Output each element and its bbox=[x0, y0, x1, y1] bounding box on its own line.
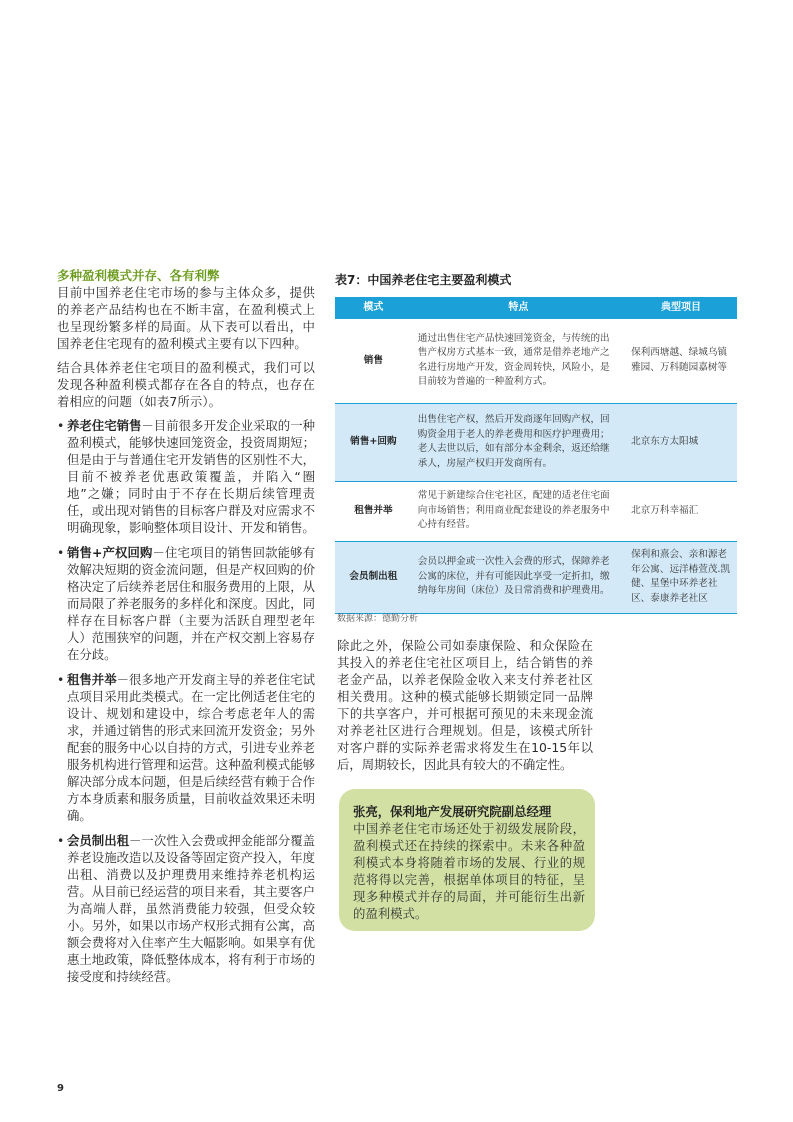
header-project: 典型项目 bbox=[625, 297, 737, 319]
table-caption-prefix: 表7： bbox=[335, 273, 368, 287]
header-mode: 模式 bbox=[335, 297, 412, 319]
intro-paragraph: 目前中国养老住宅市场的参与主体众多，提供的养老产品结构也在不断丰富，在盈利模式上也呈现纷繁多样的局面。从下表可以看出，中国养老住宅现有的盈利模式主要有以下四种。 bbox=[57, 285, 315, 351]
cell-project: 北京东方太阳城 bbox=[625, 403, 737, 481]
bullet-rent-and-sale: • 租售并举－很多地产开发商主导的养老住宅试点项目采用此类模式。在一定比例适老住宅的设计、规划和建设中，综合考虑老年人的需求，并通过销售的形式来回流开发资金；另外配套的服务中心以自持的方式，引进专业养老服务机构进行管理和运营。这种盈利模式能够解决部分成本问题，但是后续经营有赖于合作方本身质素和服务质量，目前收益效果还未明确。 bbox=[57, 672, 316, 823]
cell-feature: 会员以押金或一次性入会费的形式，保障养老公寓的床位，并有可能因此享受一定折扣，缴纳每年房间（床位）及日常消费和护理费用。 bbox=[412, 541, 625, 613]
table-source-note: 数据来源：德勤分析 bbox=[337, 614, 419, 624]
table-row bbox=[335, 319, 737, 403]
cell-mode: 销售+回购 bbox=[335, 403, 412, 481]
quote-text: 中国养老住宅市场还处于初级发展阶段，盈利模式还在持续的探索中。未来各种盈利模式本身将随着市场的发展、行业的规范将得以完善，根据单体项目的特征，呈现多种模式并存的局面，并可能衍生出新的盈利模式。 bbox=[353, 821, 585, 921]
insurance-paragraph: 除此之外，保险公司如泰康保险、和众保险在其投入的养老住宅社区项目上，结合销售的养老金产品，以养老保险金收入来支付养老社区相关费用。这种的模式能够长期锁定同一品牌下的共享客户，并可根据可预见的未来现金流对养老社区进行合理规划。但是，该模式所针对客户群的实际养老需求将发生在10-15年以后，周期较长，因此具有较大的不确定性。 bbox=[337, 638, 593, 772]
section-heading: 多种盈利模式并存、各有利弊 bbox=[57, 268, 220, 283]
bullet-title: 会员制出租 bbox=[67, 833, 130, 848]
table-row bbox=[335, 481, 737, 541]
cell-feature: 常见于新建综合住宅社区，配建的适老住宅面向市场销售；利用商业配套建设的养老服务中心持有经营。 bbox=[412, 481, 625, 541]
cell-mode: 租售并举 bbox=[335, 481, 412, 541]
quote-heading: 张亮，保利地产发展研究院副总经理 bbox=[353, 804, 552, 819]
cell-feature: 出售住宅产权，然后开发商逐年回购产权，回购资金用于老人的养老费用和医疗护理费用；老人去世以后，如有部分本金剩余，返还给继承人，房屋产权归开发商所有。 bbox=[412, 403, 625, 481]
bullet-text: －住宅项目的销售回款能够有效解决短期的资金流问题，但是产权回购的价格决定了后续养老居住和服务费用的上限，从而局限了养老服务的多样化和深度。因此，同样存在目标客户群（主要为活跃自理型老年人）范围狭窄的问题，并在产权交割上容易存在分歧。 bbox=[67, 545, 316, 662]
profit-model-table bbox=[335, 297, 737, 614]
bullet-title: 租售并举 bbox=[67, 672, 117, 687]
second-paragraph: 结合具体养老住宅项目的盈利模式，我们可以发现各种盈利模式都存在各自的特点，也存在着相应的问题（如表7所示）。 bbox=[57, 360, 315, 409]
table-caption bbox=[335, 271, 511, 288]
bullet-text: －一次性入会费或押金能部分覆盖养老设施改造以及设备等固定资产投入，年度出租、消费以及护理费用来维持养老机构运营。从目前已经运营的项目来看，其主要客户为高端人群，虽然消费能力较强，但受众较小。另外，如果以市场产权形式拥有公寓，高额会费将对入住率产生大幅影响。如果享有优惠土地政策，降低整体成本，将有利于市场的接受度和持续经营。 bbox=[67, 833, 316, 984]
bullet-membership: • 会员制出租－一次性入会费或押金能部分覆盖养老设施改造以及设备等固定资产投入，年度出租、消费以及护理费用来维持养老机构运营。从目前已经运营的项目来看，其主要客户为高端人群，虽然消费能力较强，但受众较小。另外，如果以市场产权形式拥有公寓，高额会费将对入住率产生大幅影响。如果享有优惠土地政策，降低整体成本，将有利于市场的接受度和持续经营。 bbox=[57, 833, 316, 984]
bullet-title: 销售+产权回购 bbox=[67, 545, 153, 560]
cell-mode: 会员制出租 bbox=[335, 541, 412, 613]
bullet-text: －很多地产开发商主导的养老住宅试点项目采用此类模式。在一定比例适老住宅的设计、规划和建设中，综合考虑老年人的需求，并通过销售的形式来回流开发资金；另外配套的服务中心以自持的方式，引进专业养老服务机构进行管理和运营。这种盈利模式能够解决部分成本问题，但是后续经营有赖于合作方本身质素和服务质量，目前收益效果还未明确。 bbox=[67, 672, 316, 823]
left-column bbox=[57, 267, 315, 993]
table-header-row bbox=[335, 297, 737, 319]
table-caption-text: 中国养老住宅主要盈利模式 bbox=[367, 273, 512, 287]
cell-project: 保利和熹会、亲和源老年公寓、远洋椿萱茂.凯健、星堡中环养老社区、泰康养老社区 bbox=[625, 541, 737, 613]
expert-quote-box bbox=[339, 789, 595, 931]
table-row bbox=[335, 541, 737, 613]
table-row bbox=[335, 403, 737, 481]
cell-feature: 通过出售住宅产品快速回笼资金，与传统的出售产权房方式基本一致，通常是借养老地产之名进行房地产开发，资金周转快，风险小，是目前较为普遍的一种盈利方式。 bbox=[412, 319, 625, 403]
bullet-title: 养老住宅销售 bbox=[67, 418, 142, 433]
bullet-sales-buyback: • 销售+产权回购－住宅项目的销售回款能够有效解决短期的资金流问题，但是产权回购的价格决定了后续养老居住和服务费用的上限，从而局限了养老服务的多样化和深度。因此，同样存在目标客户群（主要为活跃自理型老年人）范围狭窄的问题，并在产权交割上容易存在分歧。 bbox=[57, 545, 316, 662]
cell-project: 北京万科幸福汇 bbox=[625, 481, 737, 541]
bullet-text: －目前很多开发企业采取的一种盈利模式，能够快速回笼资金，投资周期短；但是由于与普通住宅开发销售的区别性不大，目前不被养老优惠政策覆盖，并陷入“圈地”之嫌；同时由于不存在长期后续管理责任，或出现对销售的目标客户群及对应需求不明确现象，影响整体项目设计、开发和销售。 bbox=[67, 418, 316, 535]
cell-project: 保利西塘越、绿城乌镇雅园、万科随园嘉树等 bbox=[625, 319, 737, 403]
cell-mode: 销售 bbox=[335, 319, 412, 403]
bullet-sales: • 养老住宅销售－目前很多开发企业采取的一种盈利模式，能够快速回笼资金，投资周期短；但是由于与普通住宅开发销售的区别性不大，目前不被养老优惠政策覆盖，并陷入“圈地”之嫌；同时由于不存在长期后续管理责任，或出现对销售的目标客户群及对应需求不明确现象，影响整体项目设计、开发和销售。 bbox=[57, 418, 316, 535]
page-number: 9 bbox=[57, 1083, 64, 1094]
header-feature: 特点 bbox=[412, 297, 625, 319]
